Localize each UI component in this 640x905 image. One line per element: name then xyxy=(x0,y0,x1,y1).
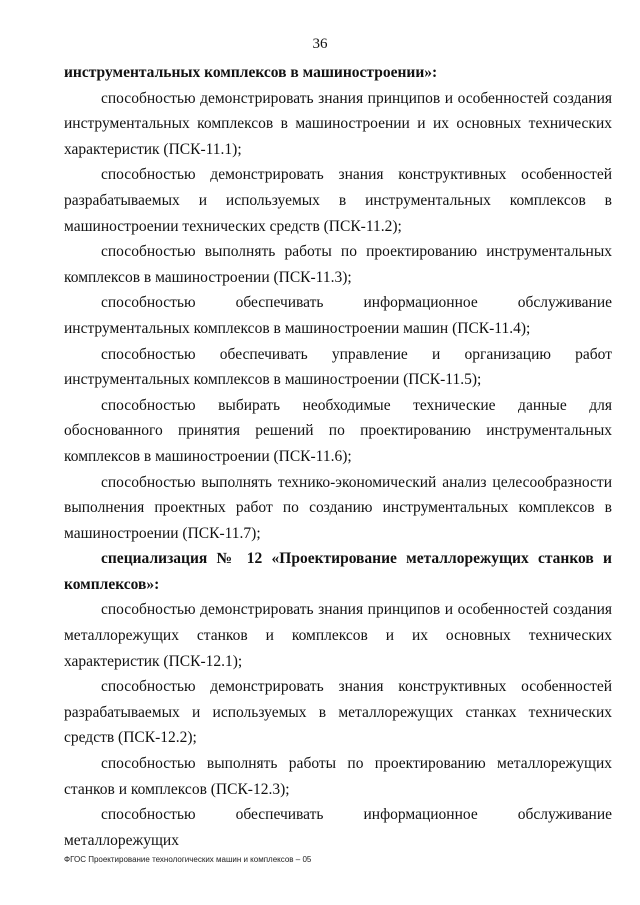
paragraph-psk-11-5: способностью обеспечивать управление и организацию работ инструментальных комплексов в машиностроении (ПСК-11.5); xyxy=(64,345,612,389)
paragraph-psk-11-4: способностью обеспечивать информационное обслуживание инструментальных комплексов в машиностроении машин (ПСК-11.4); xyxy=(64,294,612,337)
paragraph-psk-12-2: способностью демонстрировать знания конструктивных особенностей разрабатываемых и используемых в металлорежущих станках технических средств (ПСК-12.2); xyxy=(64,678,612,747)
page-footer: ФГОС Проектирование технологических машин и комплексов – 05 xyxy=(64,855,312,864)
paragraph-psk-12-1: способностью демонстрировать знания принципов и особенностей создания металлорежущих станков и комплексов и их основных технических характеристик (ПСК-12.1); xyxy=(64,601,612,670)
page-number: 36 xyxy=(312,36,328,52)
paragraph-psk-11-2: способностью демонстрировать знания конструктивных особенностей разрабатываемых и используемых в инструментальных комплексов в машиностроении технических средств (ПСК-11.2); xyxy=(64,166,612,235)
heading-continuation: инструментальных комплексов в машиностроении»: xyxy=(64,64,438,81)
specialization-12-heading: специализация № 12 «Проектирование металлорежущих станков и комплексов»: xyxy=(64,550,612,593)
paragraph-psk-12-3: способностью выполнять работы по проектированию металлорежущих станков и комплексов (ПСК-12.3); xyxy=(64,755,612,798)
paragraph-psk-11-3: способностью выполнять работы по проектированию инструментальных комплексов в машиностроении (ПСК-11.3); xyxy=(64,243,612,286)
paragraph-psk-11-7: способностью выполнять технико-экономический анализ целесообразности выполнения проектных работ по созданию инструментальных комплексов в машиностроении (ПСК-11.7); xyxy=(64,473,612,542)
paragraph-psk-11-1: способностью демонстрировать знания принципов и особенностей создания инструментальных комплексов в машиностроении и их основных технических характеристик (ПСК-11.1); xyxy=(64,89,612,158)
paragraph-psk-12-4: способностью обеспечивать информационное обслуживание металлорежущих xyxy=(64,806,612,849)
document-body xyxy=(64,60,612,853)
paragraph-psk-11-6: способностью выбирать необходимые технические данные для обоснованного принятия решений по проектированию инструментальных комплексов в машиностроении (ПСК-11.6); xyxy=(64,396,612,465)
